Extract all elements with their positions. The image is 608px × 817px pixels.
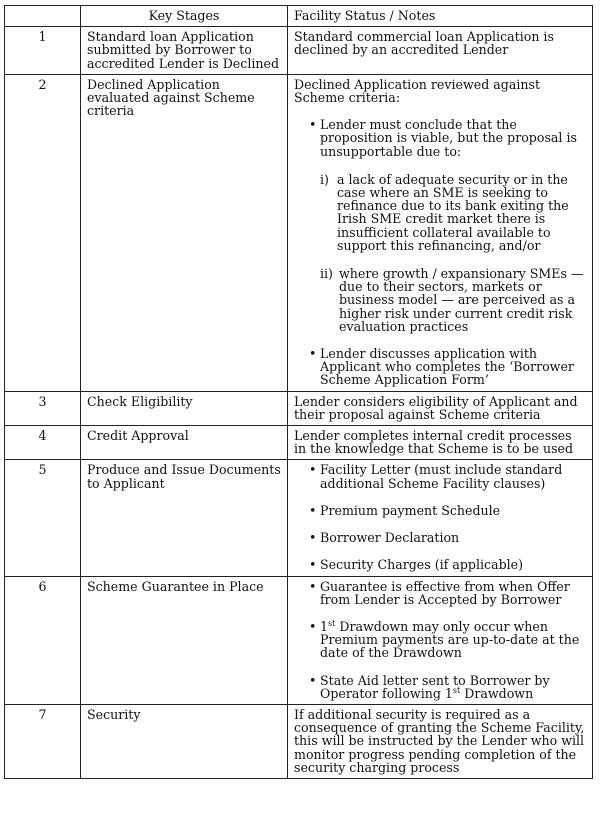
list-item [294,674,586,700]
table-row [5,460,593,576]
list-item: • Borrower Declaration [294,531,586,544]
list-item [294,118,586,333]
notes-intro: Declined Application reviewed against Scheme criteria: [294,76,541,106]
list-item: • Premium payment Schedule [294,504,586,517]
notes-bullet-list [294,463,586,571]
stage-number: 7 [5,704,81,778]
stage-name: Security [81,704,288,778]
bullet-text: Lender must conclude that the proposition is viable, but the proposal is unsupportable due to: [320,117,577,159]
list-item: • Facility Letter (must include standard additional Scheme Facility clauses) [294,463,586,489]
stage-notes [288,460,593,576]
ordinal-number: 1 [320,618,329,634]
bullet-text: Drawdown may only occur when Premium payments are up-to-date at the date of the Drawdown [320,618,580,661]
stage-number: 2 [5,74,81,391]
sub-item-marker: i) [320,171,329,187]
bullet-text: Lender discusses application with Applicant who completes the ‘Borrower Scheme Application Form’ [320,346,574,388]
ordinal-suffix: st [452,685,461,695]
table-row [5,426,593,460]
sub-item-i [320,173,586,252]
list-item: • Guarantee is effective from when Offer from Lender is Accepted by Borrower [294,580,586,606]
stage-number: 5 [5,460,81,576]
sub-item-text: where growth / expansionary SMEs — due to their sectors, markets or business model — are perceived as a higher risk under current credit risk evaluation practices [339,266,584,334]
stage-notes [288,576,593,704]
header-facility-status: Facility Status / Notes [288,6,593,27]
stage-number: 4 [5,426,81,460]
bullet-text: State Aid letter sent to Borrower by Operator following 1 [320,672,550,701]
stage-name: Produce and Issue Documents to Applicant [81,460,288,576]
stage-notes: Standard commercial loan Application is declined by an accredited Lender [288,27,593,75]
table-row [5,391,593,425]
key-stages-table [4,5,593,779]
table-row [5,27,593,75]
stage-notes: Lender considers eligibility of Applicant and their proposal against Scheme criteria [288,391,593,425]
stage-number: 3 [5,391,81,425]
header-key-stages: Key Stages [81,6,288,27]
list-item [294,347,586,387]
header-number [5,6,81,27]
stage-name: Check Eligibility [81,391,288,425]
stage-notes: If additional security is required as a consequence of granting the Scheme Facility, this will be instructed by the Lender who will monitor progress pending completion of the security charging process [288,704,593,778]
sub-item-ii [320,267,586,333]
stage-notes: Lender completes internal credit processes in the knowledge that Scheme is to be used [288,426,593,460]
notes-bullet-list [294,118,586,386]
ordinal-suffix: st [328,618,336,628]
stage-name: Declined Application evaluated against Scheme criteria [81,74,288,391]
bullet-text: Drawdown [460,685,534,701]
list-item: • Security Charges (if applicable) [294,558,586,571]
table-row [5,74,593,391]
stage-name: Standard loan Application submitted by Borrower to accredited Lender is Declined [81,27,288,75]
stage-name: Scheme Guarantee in Place [81,576,288,704]
table-row [5,576,593,704]
stage-number: 6 [5,576,81,704]
header-row [5,6,593,27]
sub-item-text: a lack of adequate security or in the case where an SME is seeking to refinance due to its bank exiting the Irish SME credit market there is insufficient collateral available to support this refinancing, and/or [337,171,569,253]
sub-item-marker: ii) [320,266,333,282]
stage-name: Credit Approval [81,426,288,460]
list-item [294,620,586,660]
stage-number: 1 [5,27,81,75]
notes-bullet-list [294,580,586,700]
stage-notes [288,74,593,391]
table-row [5,704,593,778]
